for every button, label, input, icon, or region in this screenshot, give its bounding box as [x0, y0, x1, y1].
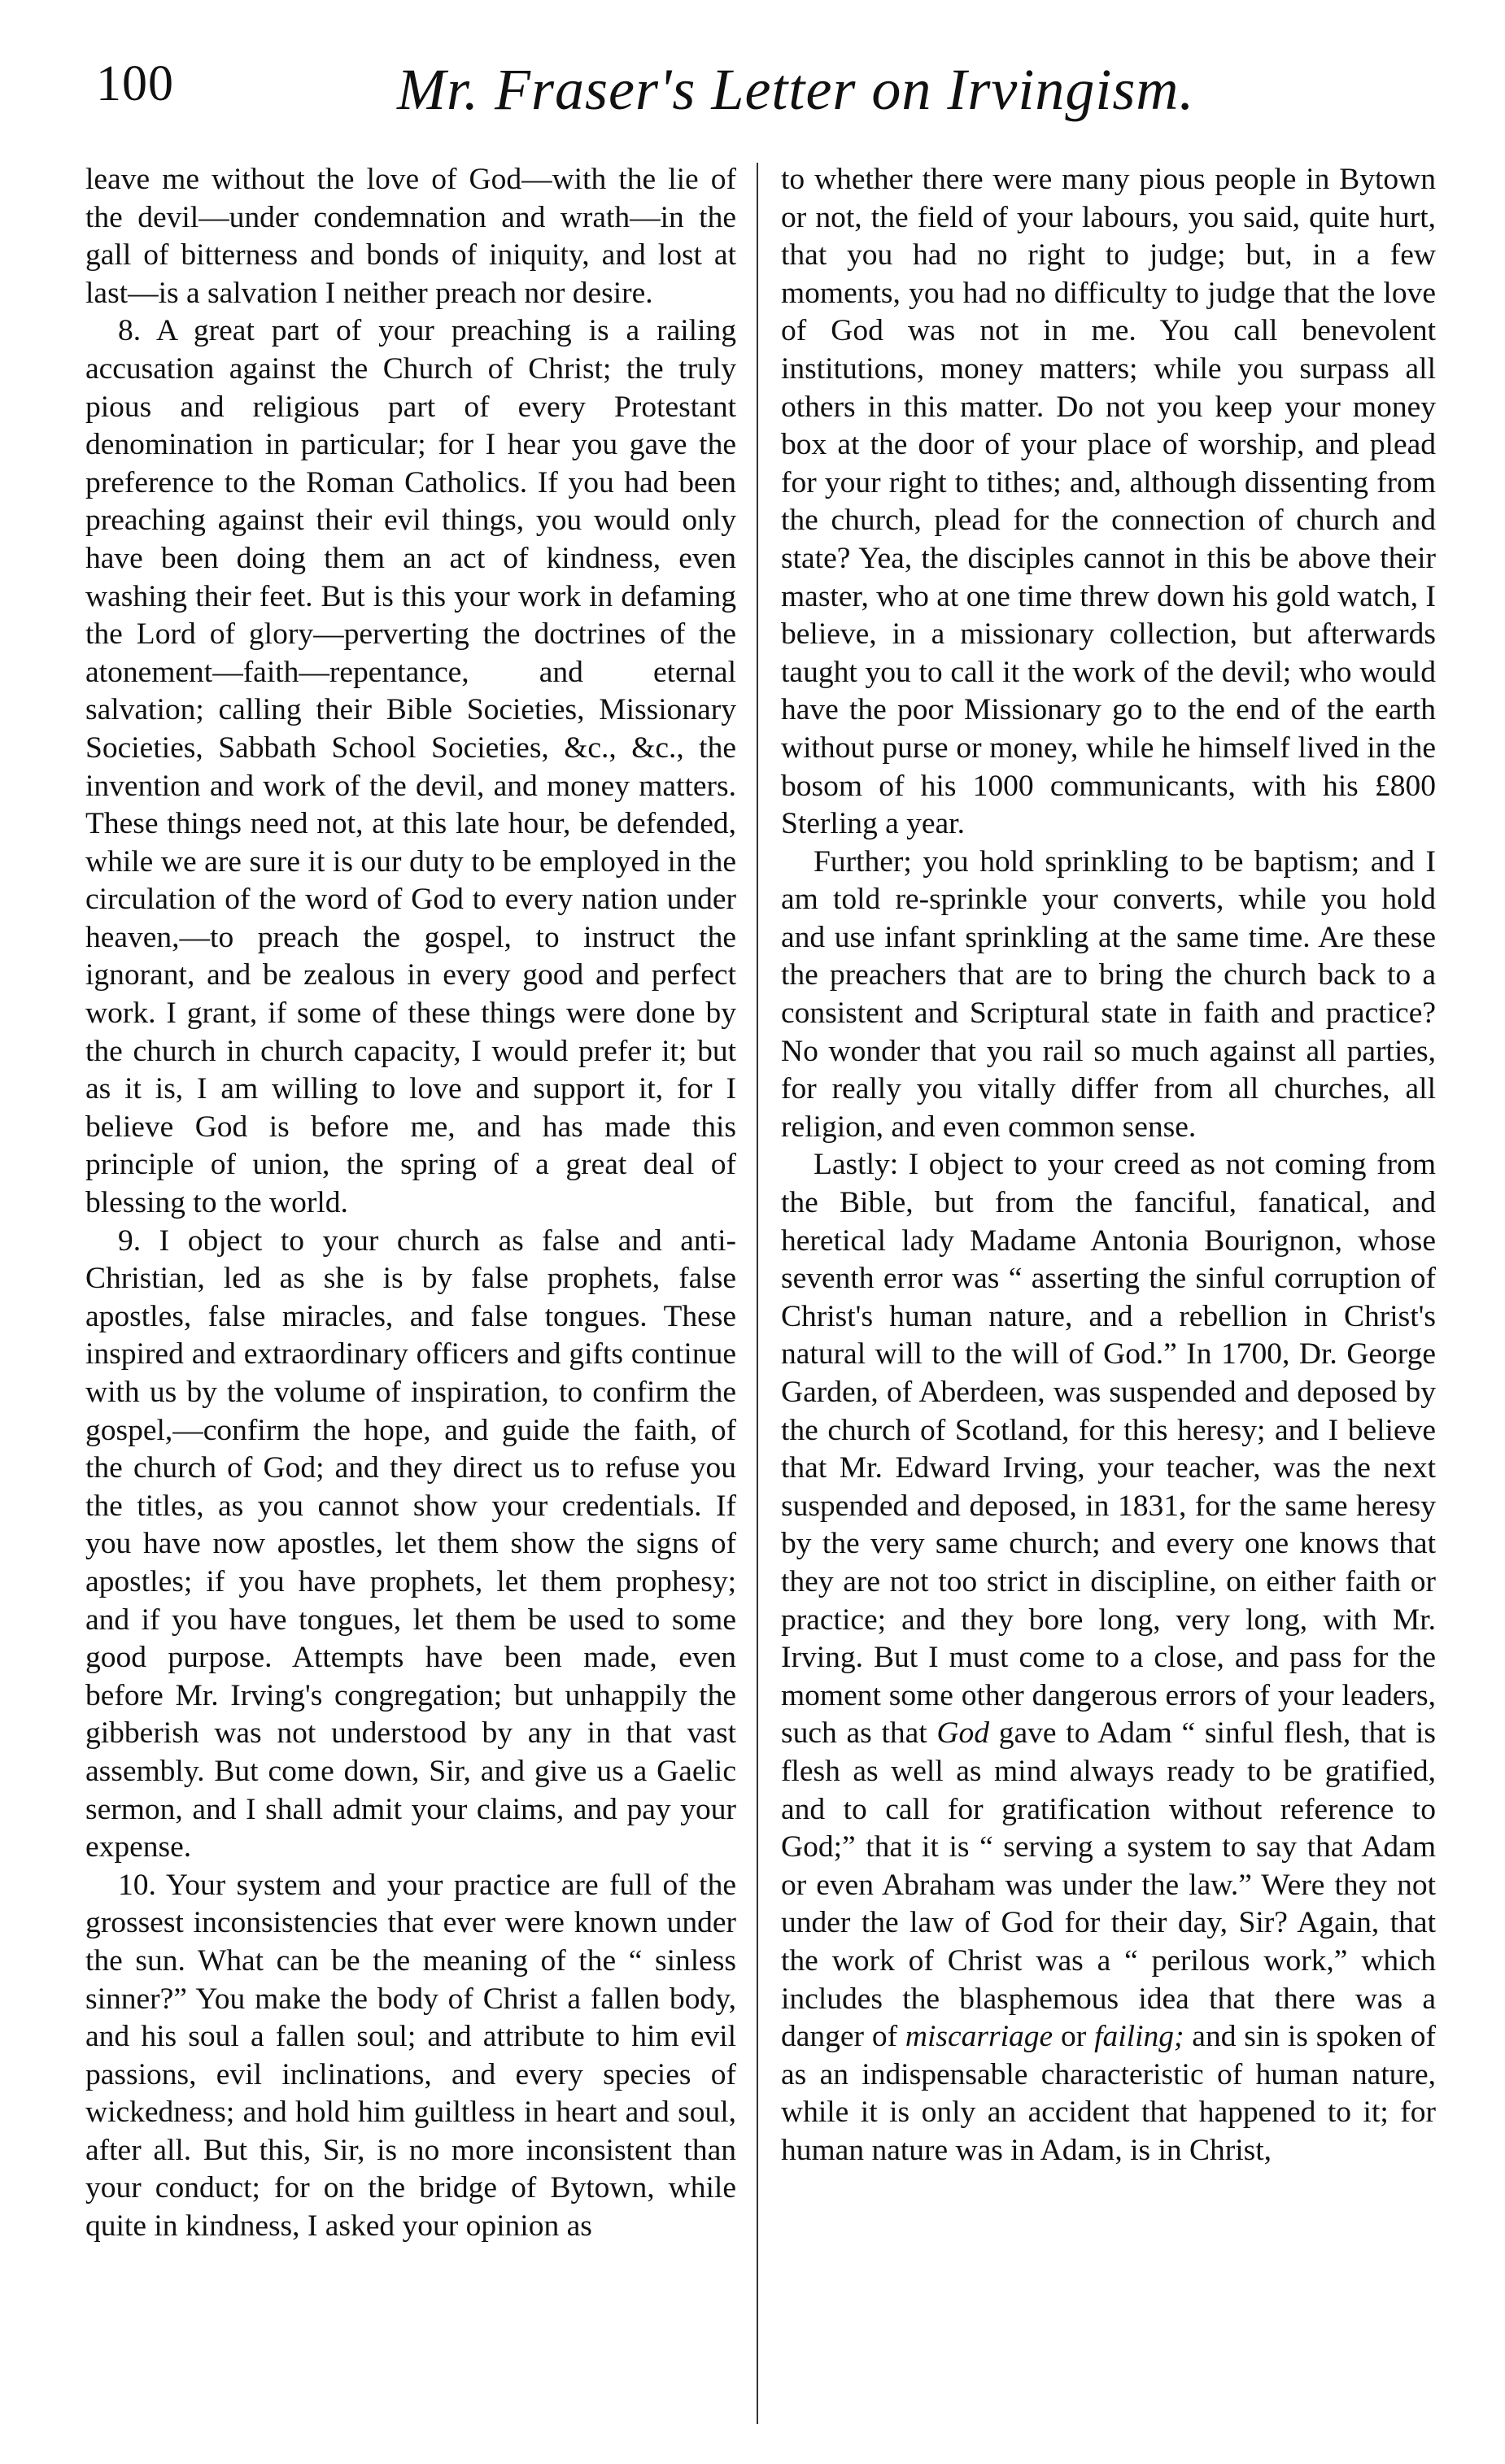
emphasis-text: miscarriage — [905, 2020, 1054, 2054]
paragraph: Further; you hold sprinkling to be baptism; and I am told re-sprinkle your converts, while you hold and use infant sprinkling at the same time. Are these the preachers that are to bring the church back to a consistent and Scriptural state in faith and practice? No wonder that you rail so much against all parties, for really you vitally differ from all churches, all religion, and even common sense. — [781, 844, 1436, 1144]
page-header — [96, 39, 1430, 137]
text-run: and sin is spoken of as an indispensable characteristic of human nature, while it is only an accident that happened to it; for human nature was in Adam, is in Christ, — [781, 2020, 1436, 2167]
text-run: Lastly: I object to your creed as not coming from the Bible, but from the fanciful, fanatical, and heretical lady Madame Antonia Bourignon, whose seventh error was “ asserting the sinful corruption of Christ's human nature, and a rebellion in Christ's natural will to the will of God.” In 1700, Dr. George Garden, of Aberdeen, was suspended and deposed by the church of Scotland, for this heresy; and I believe that Mr. Edward Irving, your teacher, was the next suspended and deposed, in 1831, for the same heresy by the very same church; and every one knows that they are not too strict in discipline, on either faith or practice; and they bore long, very long, with Mr. Irving. But I must come to a close, and pass for the moment some other dangerous errors of your leaders, such as that — [781, 1148, 1436, 1751]
right-column — [781, 161, 1436, 2439]
text-run: or — [1053, 2020, 1095, 2054]
left-column — [85, 161, 736, 2439]
paragraph: leave me without the love of God—with the lie of the devil—under condemnation and wrath—in the gall of bitterness and bonds of iniquity, and lost at last—is a salvation I neither preach nor desire. — [85, 163, 736, 310]
emphasis-text: failing; — [1094, 2020, 1184, 2054]
column-rule — [757, 163, 758, 2424]
paragraph: 8. A great part of your preaching is a railing accusation against the Church of Christ; the truly pious and religious part of every Protestant denomination in particular; for I hear you gave the preference to the Roman Catholics. If you had been preaching against their evil things, you would only have been doing them an act of kindness, even washing their feet. But is this your work in defaming the Lord of glory—perverting the doctrines of the atonement—faith—repentance, and eternal salvation; calling their Bible Societies, Missionary Societies, Sabbath School Societies, &c., &c., the invention and work of the devil, and money matters. These things need not, at this late hour, be defended, while we are sure it is our duty to be employed in the circulation of the word of God to every nation under heaven,—to preach the gospel, to instruct the ignorant, and be zealous in every good and perfect work. I grant, if some of these things were done by the church in church capacity, I would prefer it; but as it is, I am willing to love and support it, for I believe God is before me, and has made this principle of union, the spring of a great deal of blessing to the world. — [85, 314, 736, 1220]
paragraph: to whether there were many pious people in Bytown or not, the field of your labours, you said, quite hurt, that you had no right to judge; but, in a few moments, you had no difficulty to judge that the love of God was not in me. You call benevolent institutions, money matters; while you surpass all others in this matter. Do not you keep your money box at the door of your place of worship, and plead for your right to tithes; and, although dissenting from the church, plead for the connection of church and state? Yea, the disciples cannot in this be above their master, who at one time threw down his gold watch, I believe, in a missionary collection, but afterwards taught you to call it the work of the devil; who would have the poor Missionary go to the end of the earth without purse or money, while he himself lived in the bosom of his 1000 communicants, with his £800 Sterling a year. — [781, 163, 1436, 841]
paragraph: 10. Your system and your practice are full of the grossest inconsistencies that ever were known under the sun. What can be the meaning of the “ sinless sinner?” You make the body of Christ a fallen body, and his soul a fallen soul; and attribute to him evil passions, evil inclinations, and every species of wickedness; and hold him guiltless in heart and soul, after all. But this, Sir, is no more inconsistent than your conduct; for on the bridge of Bytown, while quite in kindness, I asked your opinion as — [85, 1868, 736, 2244]
emphasis-text: God — [936, 1716, 990, 1751]
running-title: Mr. Fraser's Letter on Irvingism. — [397, 57, 1195, 122]
page-number: 100 — [96, 56, 174, 111]
text-run: gave to Adam “ sinful flesh, that is flesh as well as mind always ready to be gratified, and to call for gratification without reference to God;” that it is “ serving a system to say that Adam or even Abraham was under the law.” Were they not under the law of God for their day, Sir? Again, that the work of Christ was a “ perilous work,” which includes the blasphemous idea that there was a danger of — [781, 1716, 1436, 2054]
paragraph — [781, 1146, 1436, 2170]
paragraph: 9. I object to your church as false and anti-Christian, led as she is by false prophets, false apostles, false miracles, and false tongues. These inspired and extraordinary officers and gifts continue with us by the volume of inspiration, to confirm the gospel,—confirm the hope, and guide the faith, of the church of God; and they direct us to refuse you the titles, as you cannot show your credentials. If you have now apostles, let them show the signs of apostles; if you have prophets, let them prophesy; and if you have tongues, let them be used to some good purpose. Attempts have been made, even before Mr. Irving's congregation; but unhappily the gibberish was not understood by any in that vast assembly. But come down, Sir, and give us a Gaelic sermon, and I shall admit your claims, and pay your expense. — [85, 1223, 736, 1864]
